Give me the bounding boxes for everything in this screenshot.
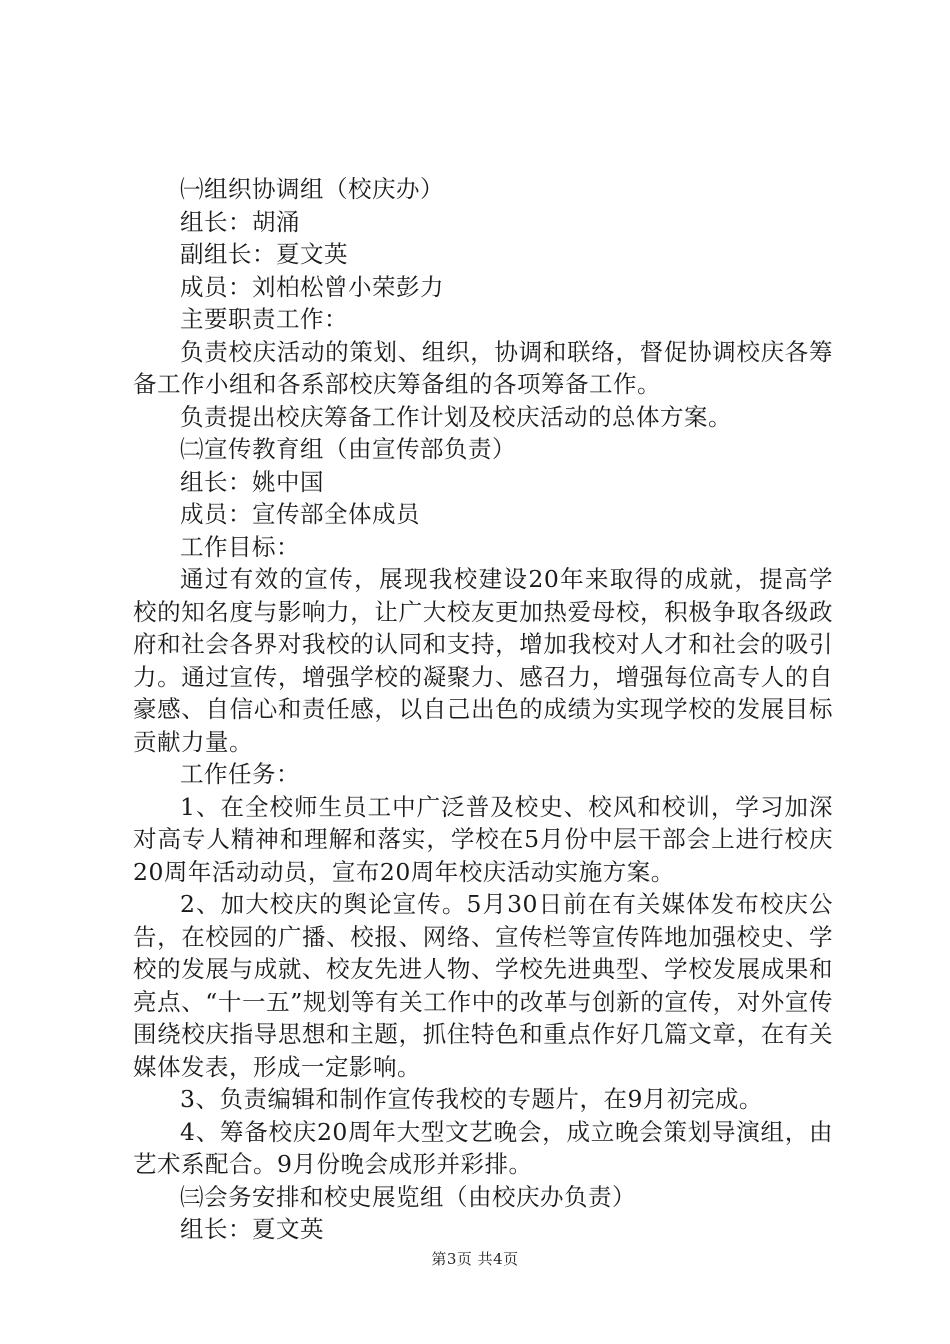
goals-paragraph: 通过有效的宣传，展现我校建设20年来取得的成就，提高学校的知名度与影响力，让广大校友更加热爱母校，积极争取各级政府和社会各界对我校的认同和支持，增加我校对人才和社会的吸引力。通过宣传，增强学校的凝聚力、感召力，增强每位高专人的自豪感、自信心和责任感，以自己出色的成绩为实现学校的发展目标贡献力量。 [133,565,833,756]
team-members: 成员：宣传部全体成员 [180,500,420,528]
team-leader: 组长：姚中国 [180,467,324,496]
task-item: 1、在全校师生员工中广泛普及校史、校风和校训，学习加深对高专人精神和理解和落实，学校在5月份中层干部会上进行校庆20周年活动动员，宣布20周年校庆活动实施方案。 [133,792,833,886]
deputy-leader: 副组长：夏文英 [180,240,348,268]
duties-paragraph: 负责提出校庆筹备工作计划及校庆活动的总体方案。 [180,402,732,431]
document-body [133,173,833,1246]
duties-paragraph: 负责校庆活动的策划、组织，协调和联络，督促协调校庆各筹备工作小组和各系部校庆筹备组的各项筹备工作。 [133,337,833,398]
goals-heading: 工作目标： [180,532,300,561]
task-item: 3、负责编辑和制作宣传我校的专题片，在9月初完成。 [180,1085,763,1113]
section-heading-affairs: ㈢会务安排和校史展览组（由校庆办负责） [180,1182,636,1211]
task-item: 2、加大校庆的舆论宣传。5月30日前在有关媒体发布校庆公告，在校园的广播、校报、网络、宣传栏等宣传阵地加强校史、学校的发展与成就、校友先进人物、学校先进典型、学校发展成果和亮点、“十一五”规划等有关工作中的改革与创新的宣传，对外宣传围绕校庆指导思想和主题，抓住特色和重点作好几篇文章，在有关媒体发表，形成一定影响。 [133,890,833,1081]
team-members: 成员：刘柏松曾小荣彭力 [180,272,444,301]
section-heading-publicity: ㈡宣传教育组（由宣传部负责） [180,435,516,463]
tasks-heading: 工作任务： [180,760,300,788]
section-heading-coordination: ㈠组织协调组（校庆办） [180,175,444,203]
duties-heading: 主要职责工作： [180,305,348,333]
task-item: 4、筹备校庆20周年大型文艺晚会，成立晚会策划导演组，由艺术系配合。9月份晚会成形并彩排。 [133,1117,833,1178]
team-leader: 组长：夏文英 [180,1215,324,1243]
team-leader: 组长：胡涌 [180,207,300,236]
page-footer: 第3页 共4页 [431,1250,519,1268]
